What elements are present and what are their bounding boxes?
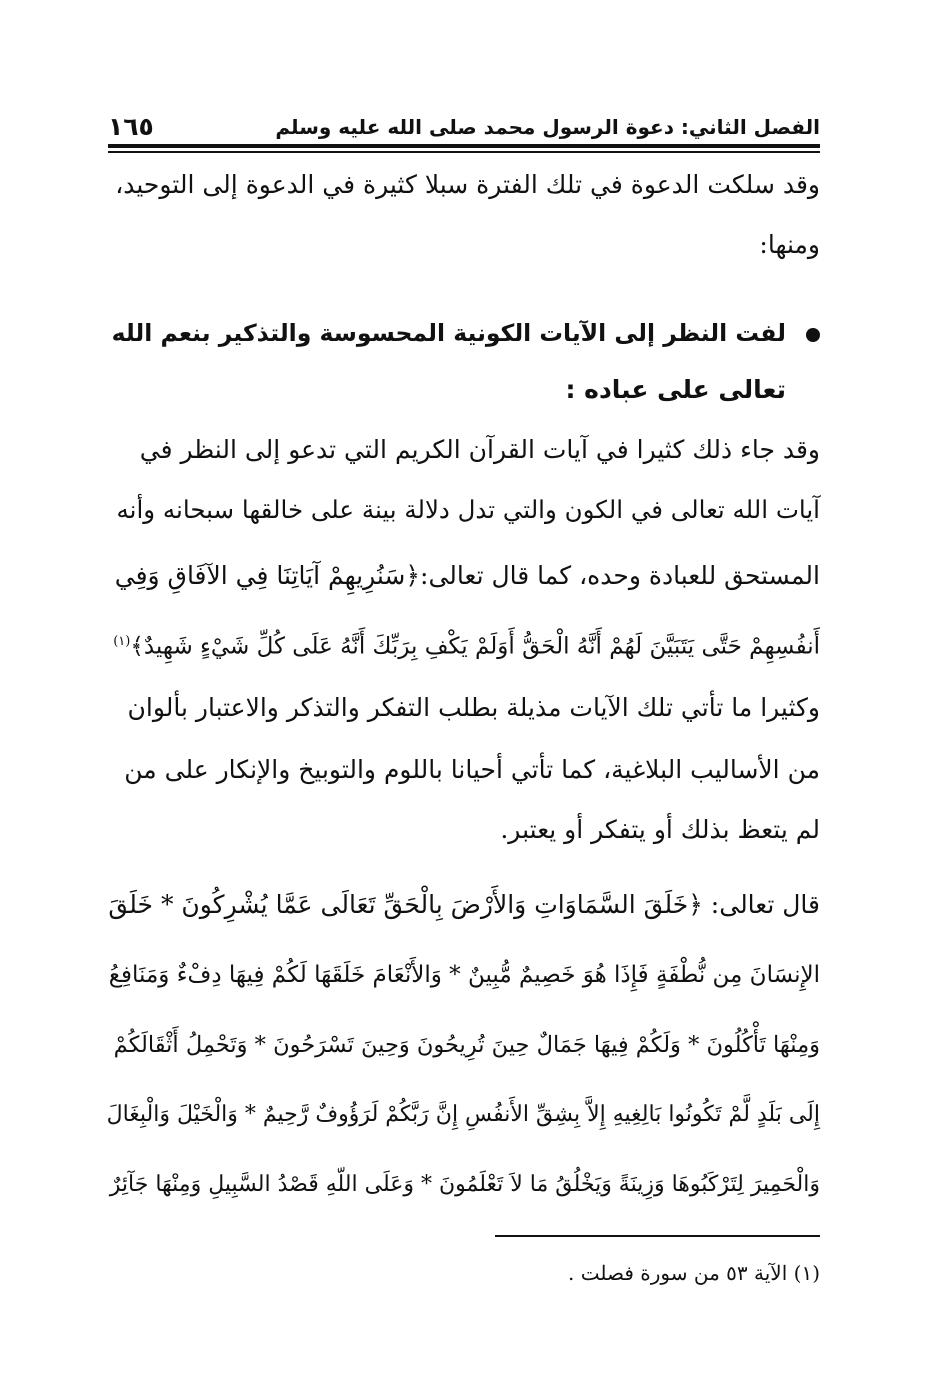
paragraph-2-line-3: لم يتعظ بذلك أو يتفكر أو يعتبر. <box>500 815 820 844</box>
quran-line-2: الإِنسَانَ مِن نُّطْفَةٍ فَإِذَا هُوَ خَصِيمٌ مُّبِينٌ * وَالأَنْعَامَ خَلَقَهَا لَكُمْ فِيهَا دِفْءٌ وَمَنَافِعُ <box>108 962 820 988</box>
quran-line-3: وَمِنْهَا تَأْكُلُونَ * وَلَكُمْ فِيهَا جَمَالٌ حِينَ تُرِيحُونَ وَحِينَ تَسْرَحُونَ * وَتَحْمِلُ أَثْقَالَكُمْ <box>113 1032 820 1058</box>
intro-line-2: ومنها: <box>759 230 820 259</box>
footnote-marker: (١) <box>113 634 131 649</box>
running-title: الفصل الثاني: دعوة الرسول محمد صلى الله عليه وسلم <box>275 115 820 139</box>
quran-line-4: إِلَى بَلَدٍ لَّمْ تَكُونُوا بَالِغِيهِ إِلاَّ بِشِقِّ الأَنفُسِ إِنَّ رَبَّكُمْ لَرَؤُوفٌ رَّحِيمٌ * وَالْخَيْلَ وَالْبِغَالَ <box>106 1102 820 1127</box>
page-number: ١٦٥ <box>108 112 154 141</box>
paragraph-1-line-4 <box>108 622 820 667</box>
intro-line-1: وقد سلكت الدعوة في تلك الفترة سبلا كثيرة في الدعوة إلى التوحيد، <box>115 170 820 199</box>
paragraph-1-line-3: المستحق للعبادة وحده، كما قال تعالى:﴿سَنُرِيهِمْ آيَاتِنَا فِي الآفَاقِ وَفِي <box>114 561 820 590</box>
paragraph-2-line-2: من الأساليب البلاغية، كما تأتي أحيانا باللوم والتوبيخ والإنكار على من <box>124 755 820 784</box>
page-header <box>108 108 820 142</box>
paragraph-1-line-2: آيات الله تعالى في الكون والتي تدل دلالة بينة على خالقها سبحانه وأنه <box>116 495 820 524</box>
quran-line-1: قال تعالى: ﴿خَلَقَ السَّمَاوَاتِ وَالأَرْضَ بِالْحَقِّ تَعَالَى عَمَّا يُشْرِكُونَ * خَلَقَ <box>108 890 820 919</box>
header-rule-thin <box>108 151 820 153</box>
section-heading-text-1: لفت النظر إلى الآيات الكونية المحسوسة والتذكير بنعم الله <box>111 319 786 347</box>
section-heading-line-1 <box>108 313 820 353</box>
paragraph-1-line-1: وقد جاء ذلك كثيرا في آيات القرآن الكريم التي تدعو إلى النظر في <box>139 435 820 464</box>
bullet-icon <box>806 328 820 342</box>
quran-line-5: وَالْحَمِيرَ لِتَرْكَبُوهَا وَزِينَةً وَيَخْلُقُ مَا لاَ تَعْلَمُونَ * وَعَلَى اللّهِ قَصْدُ السَّبِيلِ وَمِنْهَا جَآئِرٌ <box>109 1172 820 1197</box>
footnote: (١) الآية ٥٣ من سورة فصلت . <box>568 1261 820 1285</box>
footnote-rule <box>495 1235 820 1237</box>
paragraph-2-line-1: وكثيرا ما تأتي تلك الآيات مذيلة بطلب التفكر والتذكر والاعتبار بألوان <box>127 693 820 722</box>
verse-fussilat-53-end: أَنفُسِهِمْ حَتَّى يَتَبَيَّنَ لَهُمْ أَنَّهُ الْحَقُّ أَوَلَمْ يَكْفِ بِرَبِّكَ أَنَّهُ عَلَى كُلِّ شَيْءٍ شَهِيدٌ﴾ <box>130 633 820 660</box>
header-rule-thick <box>108 144 820 148</box>
section-heading-line-2: تعالى على عباده : <box>565 375 786 404</box>
